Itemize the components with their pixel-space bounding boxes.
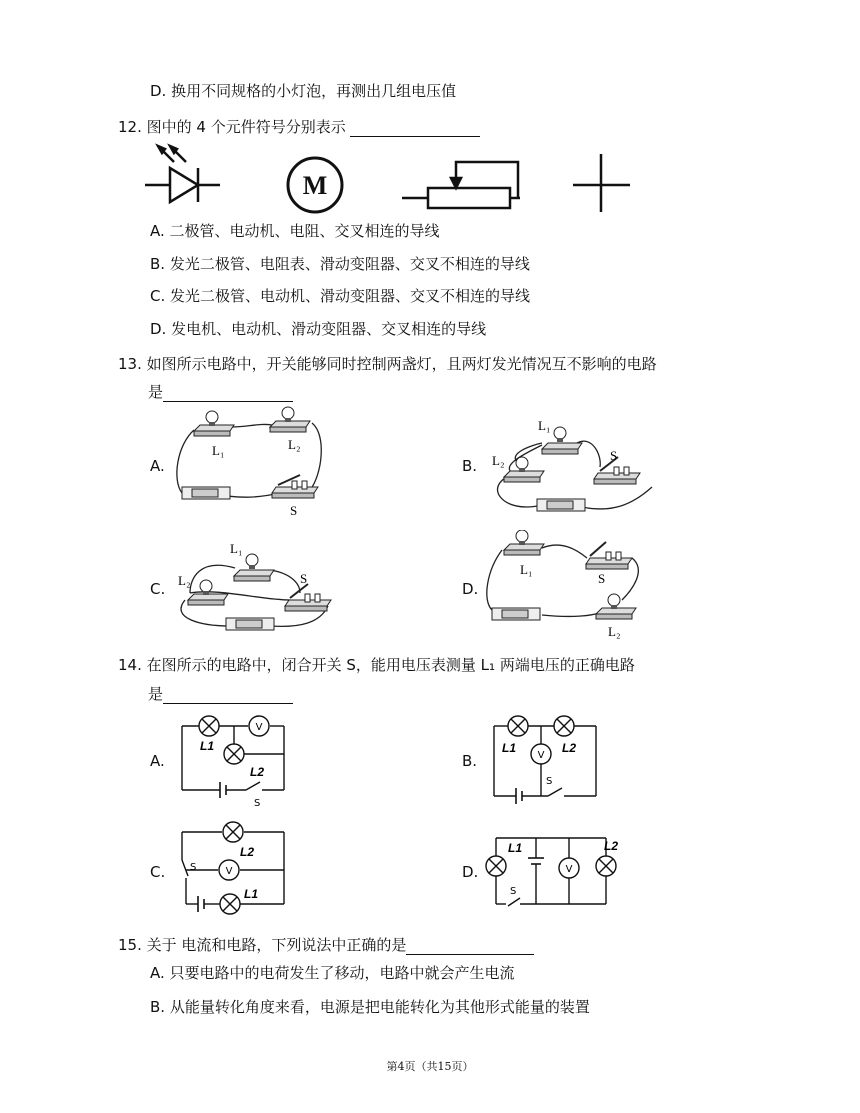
q13-stem-line1: 13. 如图所示电路中，开关能够同时控制两盏灯，且两灯发光情况互不影响的电路 (118, 355, 657, 373)
motor-letter: M (302, 171, 328, 200)
label-s: S (254, 798, 261, 809)
label-l1: L1 (200, 739, 215, 753)
label-l2: L₂ (608, 624, 621, 639)
q14-stem-tail: 是 (148, 685, 164, 703)
q15-stem (118, 934, 534, 955)
q14-circuit-b (490, 710, 605, 805)
answer-blank (163, 385, 293, 402)
q12-option-b: B. 发光二极管、电阻表、滑动变阻器、交叉不相连的导线 (150, 255, 530, 273)
battery-holder-icon (226, 618, 274, 630)
label-s: S (510, 886, 517, 897)
crossed-wires-symbol (573, 154, 630, 212)
label-l2: L2 (250, 765, 265, 779)
q13-letter-d: D. (462, 580, 479, 598)
label-l1: L₁ (520, 562, 533, 577)
q14-stem-line1: 14. 在图所示的电路中，闭合开关 S，能用电压表测量 L₁ 两端电压的正确电路 (118, 656, 635, 674)
label-s: S (290, 503, 298, 518)
q12-stem (118, 116, 480, 137)
switch-icon (285, 584, 331, 611)
answer-blank (163, 687, 293, 704)
label-l2: L₂ (288, 437, 301, 452)
lamp-board-l2-icon (596, 594, 636, 619)
q13-circuit-d (482, 530, 652, 640)
q14-letter-d: D. (462, 863, 479, 881)
lamp-board-l1-icon (234, 554, 274, 581)
q13-stem-tail: 是 (148, 383, 164, 401)
lamp-l2-icon (224, 744, 244, 764)
label-l2: L2 (240, 845, 255, 859)
q14-circuit-a (178, 710, 293, 810)
rheostat-symbol (402, 162, 520, 208)
q12-symbols-figure (140, 140, 640, 230)
q12-stem-text: 12. 图中的 4 个元件符号分别表示 (118, 118, 346, 136)
label-l2: L2 (562, 741, 577, 755)
label-l2: L₂ (178, 573, 191, 588)
q15-stem-text: 15. 关于 电流和电路，下列说法中正确的是 (118, 936, 407, 954)
page-footer: 第4页（共15页） (386, 1060, 474, 1073)
q14-letter-b: B. (462, 752, 478, 770)
lamp-l2-icon (596, 856, 616, 876)
lamp-l2-icon (554, 716, 574, 736)
lamp-l1-icon (199, 716, 219, 736)
voltmeter-label: V (255, 722, 263, 733)
label-l1: L1 (508, 841, 523, 855)
q13-letter-a: A. (150, 457, 165, 475)
lamp-board-l1-icon (194, 411, 234, 436)
label-l2: L2 (604, 839, 619, 853)
q15-option-a: A. 只要电路中的电荷发生了移动，电路中就会产生电流 (150, 964, 515, 982)
label-l2: L₂ (492, 453, 505, 468)
label-l1: L₁ (230, 541, 243, 556)
battery-icon (198, 896, 204, 912)
q13-circuit-c (170, 538, 335, 638)
label-s: S (546, 776, 553, 787)
q13-stem-line2 (148, 381, 293, 402)
q11-option-d: D. 换用不同规格的小灯泡，再测出几组电压值 (150, 82, 457, 100)
q12-option-d: D. 发电机、电动机、滑动变阻器、交叉相连的导线 (150, 320, 487, 338)
lamp-board-l2-icon (270, 407, 310, 432)
voltmeter-label: V (565, 864, 573, 875)
q14-circuit-c (172, 820, 292, 918)
answer-blank (406, 938, 534, 955)
label-s: S (300, 571, 308, 586)
label-s: S (190, 862, 197, 873)
label-l1: L₁ (212, 443, 225, 458)
label-s: S (598, 571, 606, 586)
battery-holder-icon (537, 499, 585, 511)
label-s: S (610, 448, 618, 463)
voltmeter-label: V (537, 750, 545, 761)
label-l1: L1 (502, 741, 517, 755)
q12-option-c: C. 发光二极管、电动机、滑动变阻器、交叉不相连的导线 (150, 287, 531, 305)
q14-circuit-d (484, 830, 624, 912)
battery-holder-icon (492, 608, 540, 620)
q14-stem-line2 (148, 683, 293, 704)
lamp-l1-icon (486, 856, 506, 876)
q12-option-a: A. 二极管、电动机、电阻、交叉相连的导线 (150, 222, 440, 240)
motor-symbol (288, 158, 342, 212)
battery-icon (528, 858, 544, 864)
battery-holder-icon (182, 487, 230, 499)
q13-letter-c: C. (150, 580, 166, 598)
label-l1: L1 (244, 887, 259, 901)
led-symbol (145, 146, 220, 202)
label-l1: L₁ (538, 418, 551, 433)
lamp-board-l1-icon (504, 530, 544, 555)
battery-icon (220, 782, 226, 798)
answer-blank (350, 120, 480, 137)
lamp-l2-icon (223, 822, 243, 842)
voltmeter-label: V (225, 866, 233, 877)
switch-icon (272, 475, 318, 498)
q15-option-b: B. 从能量转化角度来看，电源是把电能转化为其他形式能量的装置 (150, 998, 590, 1016)
lamp-l1-icon (220, 894, 240, 914)
q13-circuit-a (172, 405, 332, 520)
q13-circuit-b (482, 415, 662, 520)
battery-icon (516, 788, 522, 804)
q14-letter-c: C. (150, 863, 166, 881)
lamp-l1-icon (508, 716, 528, 736)
switch-icon (586, 542, 632, 569)
q13-letter-b: B. (462, 457, 478, 475)
q14-letter-a: A. (150, 752, 165, 770)
